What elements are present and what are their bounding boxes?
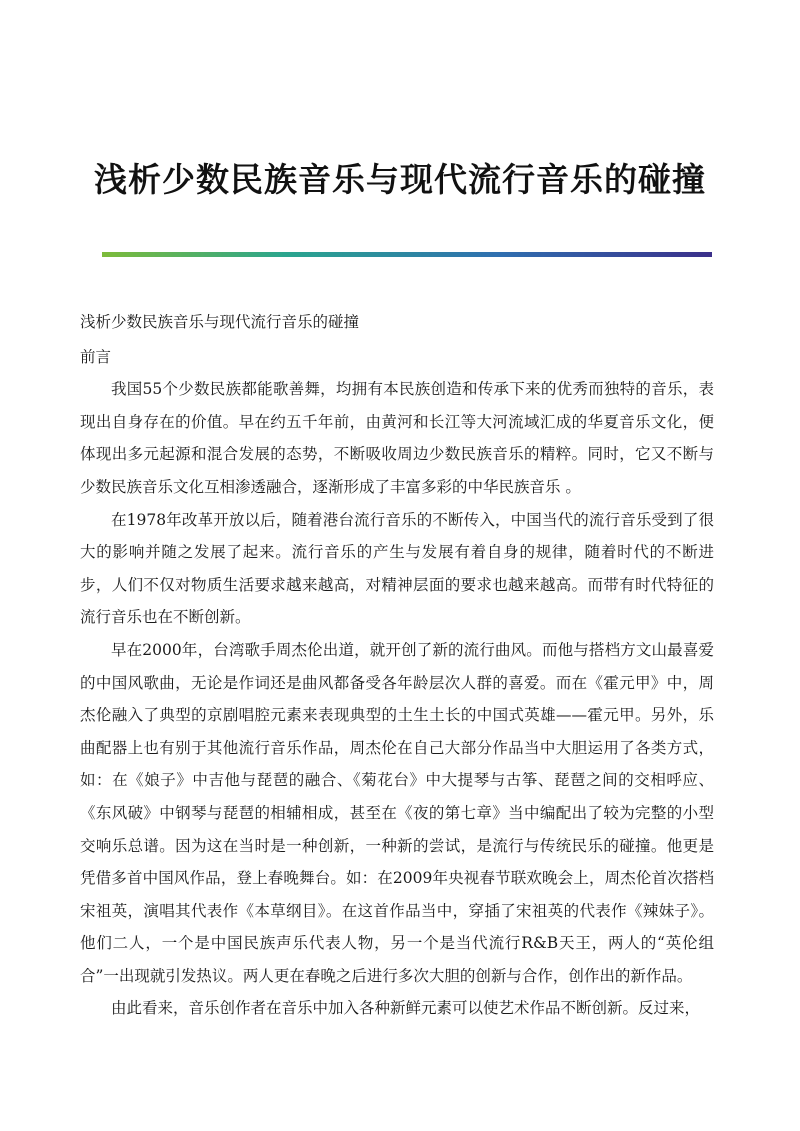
body-paragraph: 早在2000年，台湾歌手周杰伦出道，就开创了新的流行曲风。而他与搭档方文山最喜爱的中国风歌曲，无论是作词还是曲风都备受各年龄层次人群的喜爱。而在《霍元甲》中，周杰伦融入了典型的京剧唱腔元素来表现典型的土生土长的中国式英雄——霍元甲。另外，乐曲配器上也有别于其他流行音乐作品，周杰伦在自己大部分作品当中大胆运用了各类方式，如：在《娘子》中吉他与琵琶的融合、《菊花台》中大提琴与古筝、琵琶之间的交相呼应、《东风破》中钢琴与琵琶的相辅相成，甚至在《夜的第七章》当中编配出了较为完整的小型交响乐总谱。因为这在当时是一种创新，一种新的尝试，是流行与传统民乐的碰撞。他更是凭借多首中国风作品，登上春晚舞台。如：在2009年央视春节联欢晚会上，周杰伦首次搭档宋祖英，演唱其代表作《本草纲目》。在这首作品当中，穿插了宋祖英的代表作《辣妹子》。他们二人，一个是中国民族声乐代表人物，另一个是当代流行R&B天王，两人的“英伦组合”一出现就引发热议。两人更在春晚之后进行多次大胆的创新与合作，创作出的新作品。: [80, 640, 714, 985]
body-paragraph: 在1978年改革开放以后，随着港台流行音乐的不断传入，中国当代的流行音乐受到了很大的影响并随之发展了起来。流行音乐的产生与发展有着自身的规律，随着时代的不断进步，人们不仅对物质生活要求越来越高，对精神层面的要求也越来越高。而带有时代特征的流行音乐也在不断创新。: [80, 510, 714, 627]
document-body: [80, 306, 714, 1025]
title-divider: [102, 252, 712, 257]
body-paragraph: 我国55个少数民族都能歌善舞，均拥有本民族创造和传承下来的优秀而独特的音乐，表现出自身存在的价值。早在约五千年前，由黄河和长江等大河流域汇成的华夏音乐文化，便体现出多元起源和混合发展的态势，不断吸收周边少数民族音乐的精粹。同时，它又不断与少数民族音乐文化互相渗透融合，逐渐形成了丰富多彩的中华民族音乐 。: [80, 380, 714, 496]
body-paragraph: 由此看来，音乐创作者在音乐中加入各种新鲜元素可以使艺术作品不断创新。反过来，: [111, 999, 701, 1018]
document-subtitle: 浅析少数民族音乐与现代流行音乐的碰撞: [80, 313, 360, 331]
document-title: 浅析少数民族音乐与现代流行音乐的碰撞: [94, 160, 706, 199]
section-heading: 前言: [80, 347, 112, 366]
